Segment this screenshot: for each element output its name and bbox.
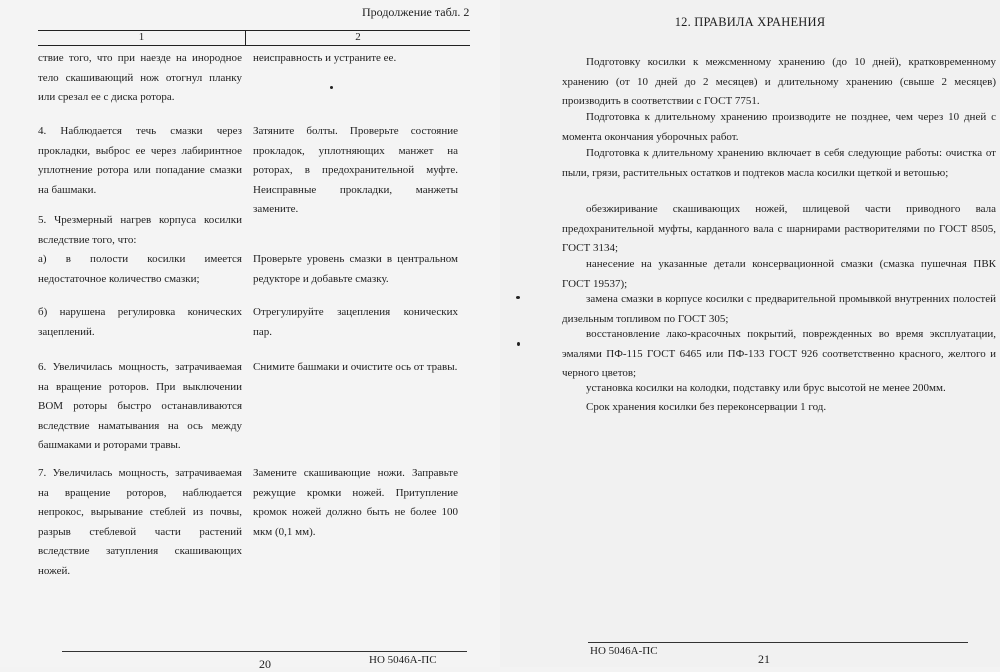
table-row-cell: Замените скашивающие ножи. Заправьте режущие кромки ножей. Притупление кромок ножей должно быть не более 100 мкм (0,1 мм). [253, 467, 458, 538]
table-row-cell: а) в полости косилки имеется недостаточное количество смазки; [38, 253, 242, 285]
paragraph: нанесение на указанные детали консервационной смазки (смазка пушечная ПВК ГОСТ 19537); [562, 258, 996, 290]
scan-speck [330, 86, 333, 89]
table-row-cell: 4. Наблюдается течь смазки через прокладки, выброс ее через лабиринтное уплотнение ротора или попадание смазки на башмаки. [38, 125, 242, 196]
table-continuation-label: Продолжение табл. 2 [362, 5, 470, 19]
paragraph: Подготовку косилки к межсменному хранению (до 10 дней), кратковременному хранению (от 10 дней до 2 месяцев) и длительному хранению (свыше 2 месяцев) производить в соответствии с ГОСТ 7751. [562, 56, 996, 107]
page-number: 20 [259, 657, 271, 671]
paragraph: Подготовка к длительному хранению включает в себя следующие работы: очистка от пыли, грязи, растительных остатков и подтеков масла косилки щеткой и ветошью; [562, 147, 996, 179]
paragraph: замена смазки в корпусе косилки с предварительной промывкой внутренних полостей дизельным топливом по ГОСТ 305; [562, 293, 996, 325]
table-row-cell: Снимите башмаки и очистите ось от травы. [253, 361, 458, 373]
table-header-rule [38, 45, 470, 46]
table-row-cell: б) нарушена регулировка конических зацеплений. [38, 306, 242, 338]
left-page [0, 0, 500, 671]
footer-rule [588, 642, 968, 643]
table-column-header-1: 1 [138, 31, 145, 43]
paragraph: восстановление лако-красочных покрытий, поврежденных во время эксплуатации, эмалями ПФ-115 ГОСТ 6465 или ПФ-133 ГОСТ 926 соответственно красного, желтого и черного цветов; [562, 328, 996, 379]
table-row-cell: 7. Увеличилась мощность, затрачиваемая на вращение роторов, наблюдается непрокос, вырывание стеблей из почвы, разрыв стеблевой части растений вследствие затупления скашивающих ножей. [38, 467, 242, 577]
table-row-cell: Затяните болты. Проверьте состояние прокладок, уплотняющих манжет на роторах, в предохранительной муфте. Неисправные прокладки, манжеты замените. [253, 125, 458, 215]
document-code: НО 5046А-ПС [369, 654, 437, 666]
footer-rule [62, 651, 467, 652]
table-row-cell: ствие того, что при наезде на инородное тело скашивающий нож отогнул планку или срезал ее с диска ротора. [38, 52, 242, 103]
paragraph: установка косилки на колодки, подставку или брус высотой не менее 200мм. [586, 382, 946, 394]
section-title: 12. ПРАВИЛА ХРАНЕНИЯ [674, 15, 826, 29]
table-row-cell: 6. Увеличилась мощность, затрачиваемая на вращение роторов. При выключении ВОМ роторы быстро останавливаются вследствие наматывания на ось между башмаками и роторами травы. [38, 361, 242, 451]
table-row-cell: неисправность и устраните ее. [253, 52, 397, 64]
scan-speck [516, 296, 520, 299]
scan-speck [517, 342, 520, 346]
right-page [500, 0, 1000, 667]
table-row-cell: 5. Чрезмерный нагрев корпуса косилки вследствие того, что: [38, 214, 242, 246]
paragraph: обезжиривание скашивающих ножей, шлицевой части приводного вала предохранительной муфты, карданного вала с шарнирами растворителями по ГОСТ 8505, ГОСТ 3134; [562, 203, 996, 254]
paragraph: Подготовка к длительному хранению производите не позднее, чем через 10 дней с момента окончания уборочных работ. [562, 111, 996, 143]
page-number: 21 [758, 652, 770, 666]
table-row-cell: Отрегулируйте зацепления конических пар. [253, 306, 458, 338]
document-code: НО 5046А-ПС [590, 645, 658, 657]
table-column-header-2: 2 [355, 31, 361, 43]
table-row-cell: Проверьте уровень смазки в центральном редукторе и добавьте смазку. [253, 253, 458, 285]
paragraph: Срок хранения косилки без переконсервации 1 год. [586, 401, 827, 413]
